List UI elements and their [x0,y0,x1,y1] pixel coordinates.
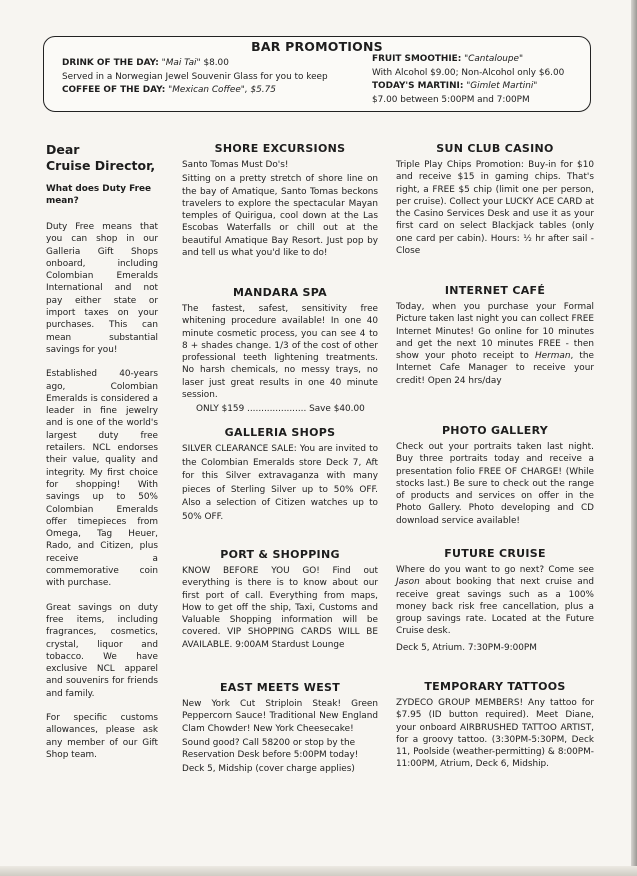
mandara-spa-body: The fastest, safest, sensitivity free whitening procedure available! In one 40 minute cosmetic process, you can see 4 to 8 + shades change. 1/3 of the cost of other professional teeth lightening treatments. No harsh chemicals, no messy trays, no laser just great results in one 40 minute session. [182,304,378,401]
shore-excursions-line-1: Santo Tomas Must Do's! [182,160,289,170]
drink-of-day [62,57,382,71]
port-shopping-body: KNOW BEFORE YOU GO! Find out everything is there is to know about our first port of call. Everything from maps, How to get off the ship, Taxi, Customs and Valuable Shopping information will be covered. VIP SHOPPING CARDS WILL BE AVAILABLE. 9:00AM Stardust Lounge [182,566,378,650]
martini-label: TODAY'S MARTINI: [372,81,464,91]
internet-cafe-manager-name: Herman [534,351,571,362]
bar-promotions-right [372,53,592,107]
future-cruise-body [396,564,594,638]
internet-cafe-body [396,301,594,387]
scan-bottom-edge [0,866,637,876]
port-shopping-title: PORT & SHOPPING [220,548,340,561]
smoothie-note: With Alcohol $9.00; Non-Alcohol only $6.00 [372,67,565,78]
duty-free-paragraph-1: Duty Free means that you can shop in our Galleria Gift Shops onboard, including Colombian Emeralds International and not pay either state or import taxes on your purchases. This can mean substantial savings for you! [46,222,158,355]
photo-gallery-title: PHOTO GALLERY [441,424,549,437]
bar-promotions-title: BAR PROMOTIONS [251,39,383,54]
east-meets-west-title: EAST MEETS WEST [219,681,341,694]
mandara-spa-price: ONLY $159 ..................... Save $40.00 [196,404,365,415]
future-cruise-agent-name: Jason [396,577,420,588]
todays-martini [372,80,592,94]
port-shopping-section [182,548,378,651]
shore-excursions-section [182,142,378,259]
temporary-tattoos-section [396,680,594,771]
future-cruise-title: FUTURE CRUISE [444,547,546,560]
galleria-shops-section [182,426,378,525]
temporary-tattoos-body: ZYDECO GROUP MEMBERS! Any tattoo for $7.95 (ID button required). Meet Diane, your onboard AIRBRUSHED TATTOO ARTIST, for a groovy tattoo. (3:30PM-5:30PM, Deck 11, Poolside (weather-permitting) & 8:00PM-11:00PM, Atrium, Deck 6, Midship. [396,698,594,770]
internet-cafe-body-b: , the Internet Cafe Manager to receive your credit! Open 24 hrs/day [396,351,594,386]
east-meets-west-location: Deck 5, Midship (cover charge applies) [182,764,355,775]
martini-note: $7.00 between 5:00PM and 7:00PM [372,94,530,105]
photo-gallery-body: Check out your portraits taken last night. Buy three portraits today and receive a presentation folio FREE OF CHARGE! (While stocks last.) Be sure to check out the range of products and services on offer in the Photo Gallery. Photo developing and CD download service available! [396,442,594,526]
martini-name: "Gimlet Martini" [466,81,538,91]
shore-excursions-title: SHORE EXCURSIONS [214,142,346,155]
coffee-of-day [62,84,382,98]
bar-promotions-left [62,57,382,98]
drink-price: $8.00 [203,58,229,68]
photo-gallery-section [396,424,594,527]
sun-club-casino-section [396,142,594,257]
mandara-spa-section [182,286,378,416]
internet-cafe-section [396,284,594,387]
future-cruise-location: Deck 5, Atrium. 7:30PM-9:00PM [396,642,537,653]
duty-free-question: What does Duty Free mean? [46,184,151,206]
east-meets-west-body: New York Cut Striploin Steak! Green Peppercorn Sauce! Traditional New England Clam Chowder! New York Cheesecake! [182,699,378,734]
sun-club-casino-body: Triple Play Chips Promotion: Buy-in for $10 and receive $15 in gaming chips. That's right, a FREE $5 chip (limit one per person, per cruise). Collect your LUCKY ACE CARD at the Casino Services Desk and use it as your first card on select Blackjack tables (only one card per cabin). Hours: ½ hr after sail - Close [396,160,594,257]
sun-club-casino-title: SUN CLUB CASINO [436,142,554,155]
temporary-tattoos-title: TEMPORARY TATTOOS [424,680,566,693]
future-cruise-body-a: Where do you want to go next? Come see [396,565,594,575]
fruit-smoothie [372,53,592,67]
internet-cafe-body-a: Today, when you purchase your Formal Picture taken last night you can collect FREE Internet Minutes! Go online for 10 minutes and get the next 10 minutes FREE - then show your photo receipt to [396,302,594,362]
east-meets-west-section [182,681,378,776]
duty-free-paragraph-3: Great savings on duty free items, including fragrances, cosmetics, crystal, liquor and tobacco. We have exclusive NCL apparel and souvenirs for friends and family. [46,602,158,699]
smoothie-label: FRUIT SMOOTHIE: [372,54,462,64]
drink-name: "Mai Tai" [161,58,201,68]
galleria-shops-title: GALLERIA SHOPS [224,426,336,439]
internet-cafe-title: INTERNET CAFÉ [444,284,546,297]
dear-cruise-director-column [46,142,158,773]
scan-edge [631,0,637,876]
duty-free-paragraph-2: Established 40-years ago, Colombian Emeralds is considered a leader in fine jewelry and is one of the world's largest duty free retailers. NCL endorses their value, quality and integrity. My first choice for shopping! With savings up to 50% Colombian Emeralds offer timepieces from Omega, Tag Heuer, Rado, and Citizen, plus receive a commemorative coin with purchase. [46,369,158,589]
future-cruise-body-b: about booking that next cruise and receive great savings such as a 100% money back risk free cancellation, plus a group savings rate. Located at the Future Cruise desk. [396,577,594,637]
coffee-label: COFFEE OF THE DAY: [62,85,166,95]
mandara-spa-title: MANDARA SPA [233,286,327,299]
coffee-name: "Mexican Coffee", $5.75 [168,85,276,95]
east-meets-west-body-2: Sound good? Call 58200 or stop by the Reservation Desk before 5:00PM today! [182,737,359,761]
galleria-shops-body: SILVER CLEARANCE SALE: You are invited to the Colombian Emeralds store Deck 7, Aft for this Silver extravaganza with many pieces of Sterling Silver up to 50% OFF. Also a selection of Citizen watches up to 50% OFF. [182,444,378,522]
greeting-line-2: Cruise Director, [46,158,156,173]
shore-excursions-body: Sitting on a pretty stretch of shore line on the bay of Amatique, Santo Tomas beckons travelers to explore the spectacular Mayan temples of Quirigua, cool down at the Las Escobas Waterfalls or chill out at the beautiful Amatique Bay Resort. Just pop by and tell us what you'd like to do! [182,174,378,259]
drink-note: Served in a Norwegian Jewel Souvenir Glass for you to keep [62,71,328,82]
duty-free-paragraph-4: For specific customs allowances, please ask any member of our Gift Shop team. [46,712,158,760]
future-cruise-section [396,547,594,654]
greeting-line-1: Dear [46,142,80,157]
smoothie-name: "Cantaloupe" [464,54,524,64]
drink-label: DRINK OF THE DAY: [62,58,159,68]
bar-promotions-box [43,36,591,112]
